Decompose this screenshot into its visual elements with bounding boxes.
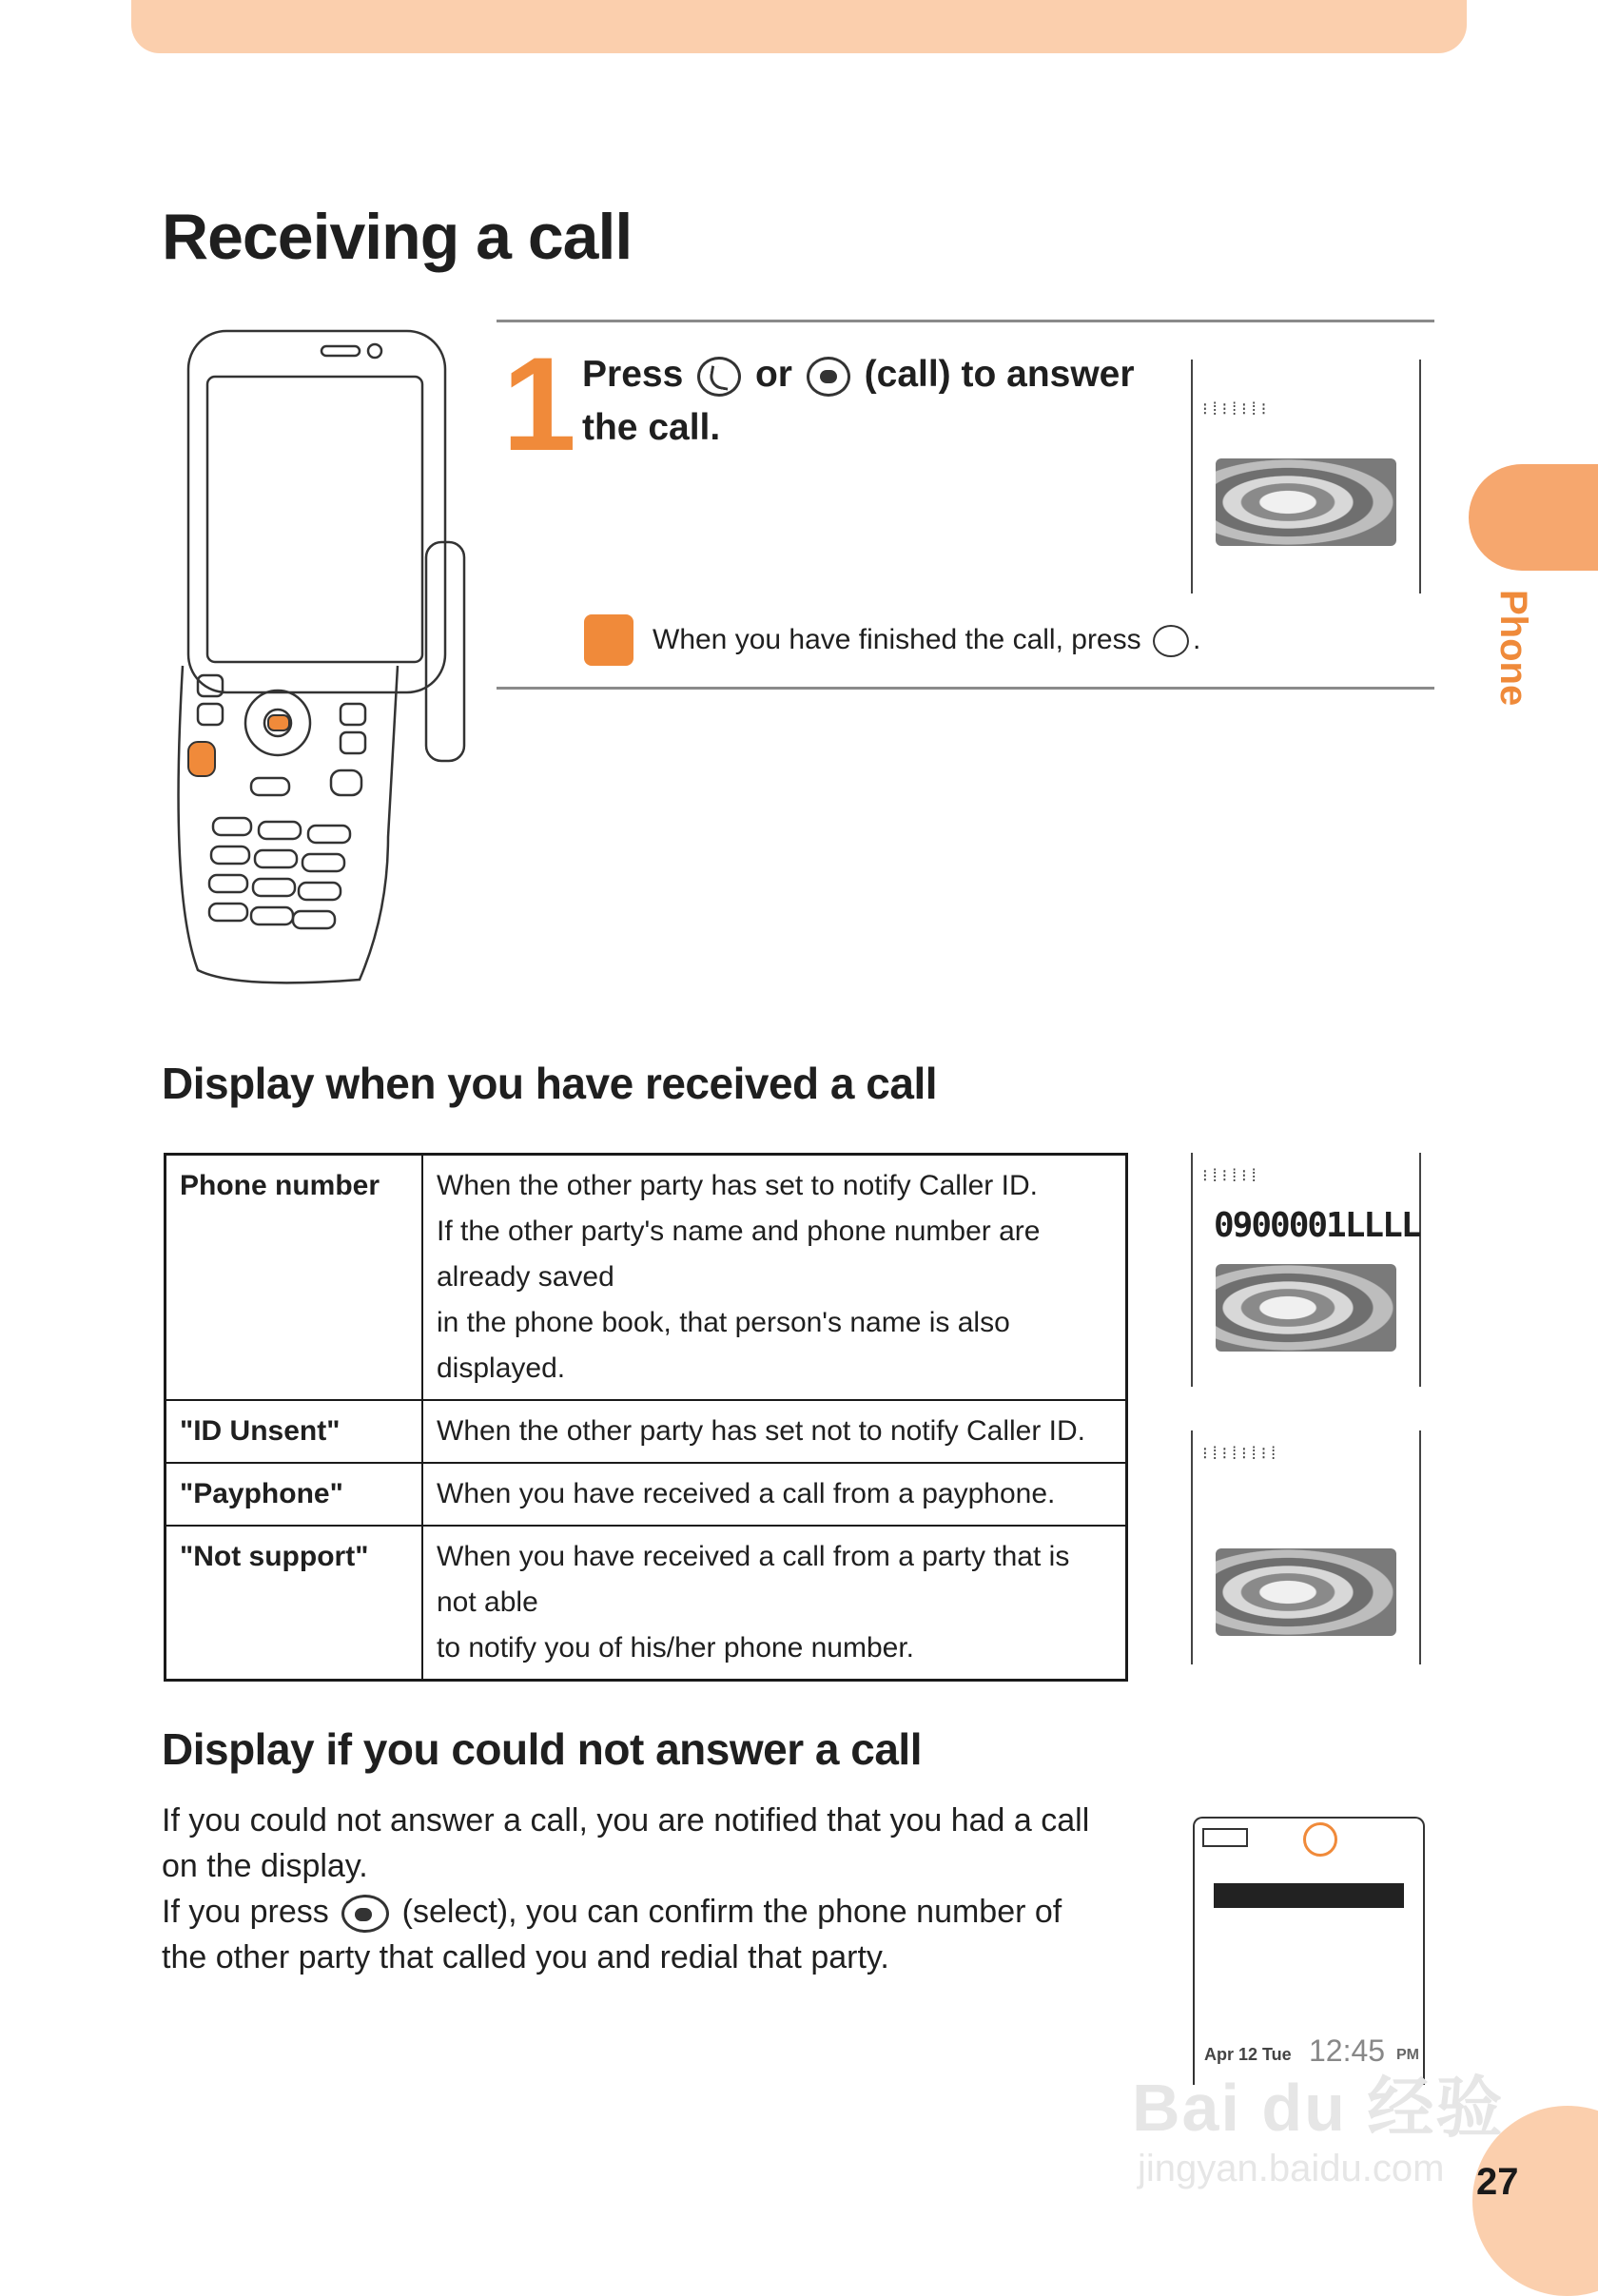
row-line: When the other party has set to notify Caller ID.: [437, 1170, 1038, 1201]
missed-line-2-end: (select), you can confirm the phone number of the other party that called you and redial that party.: [162, 1894, 1062, 1975]
screen-date: Apr 12 Tue: [1204, 2045, 1292, 2064]
row-key: "Payphone": [166, 1463, 423, 1526]
table-row: [166, 1526, 1127, 1681]
top-band: [131, 0, 1467, 53]
step-number: 1: [502, 329, 576, 478]
watermark-brand: Bai du 经验: [1132, 2071, 1505, 2145]
standby-screen: [1193, 1817, 1425, 2085]
page-title: Receiving a call: [162, 201, 633, 273]
row-key: "ID Unsent": [166, 1400, 423, 1463]
screen-clock: 12:45: [1309, 2033, 1386, 2068]
notification-bar: [1214, 1883, 1404, 1908]
missed-section-heading: Display if you could not answer a call: [162, 1724, 922, 1774]
side-tab-label: Phone: [1492, 590, 1534, 707]
call-animation-image: [1216, 1548, 1396, 1636]
row-line: If the other party's name and phone number are already saved: [437, 1216, 1041, 1293]
call-animation-image: [1216, 1264, 1396, 1352]
not-supported-screen: [1191, 1430, 1421, 1664]
center-select-key-icon: [807, 357, 850, 397]
step-text-after: (call) to answer the call.: [582, 354, 1135, 448]
table-row: [166, 1400, 1127, 1463]
screen-glyph-text: ⁝⁞⁝⁞⁝⁞: [1202, 1166, 1261, 1186]
missed-call-icon: [1303, 1822, 1337, 1857]
call-key-icon: [697, 357, 741, 397]
row-line: to notify you of his/her phone number.: [437, 1632, 914, 1664]
hand-pointer-icon: [584, 614, 633, 666]
row-key: "Not support": [166, 1526, 423, 1681]
row-description: [422, 1463, 1127, 1526]
screen-phone-number: 0900001LLLL: [1214, 1206, 1420, 1245]
caller-display-table: [164, 1153, 1128, 1682]
side-tab: [1469, 464, 1598, 571]
row-line: in the phone book, that person's name is also displayed.: [437, 1307, 1010, 1384]
caller-id-screen: [1191, 1153, 1421, 1387]
row-key: Phone number: [166, 1155, 423, 1401]
missed-line-2-start: If you press: [162, 1894, 329, 1930]
missed-line-1: If you could not answer a call, you are notified that you had a call on the display.: [162, 1802, 1090, 1884]
battery-icon: [1202, 1828, 1248, 1847]
missed-line-2: [162, 1889, 1113, 1980]
table-row: [166, 1463, 1127, 1526]
row-description: [422, 1155, 1127, 1401]
watermark-url: jingyan.baidu.com: [1138, 2148, 1445, 2189]
step-top-rule: [497, 320, 1434, 322]
row-description: [422, 1526, 1127, 1681]
center-select-key-icon: [341, 1895, 389, 1933]
screen-glyph-text: ⁝⁞⁝⁞⁝⁞⁝⁞: [1202, 1444, 1281, 1464]
note-text: When you have finished the call, press: [653, 624, 1141, 655]
step-bottom-rule: [497, 687, 1434, 690]
page-number: 27: [1476, 2161, 1519, 2203]
row-line: When you have received a call from a payphone.: [437, 1478, 1056, 1509]
step-text-or: or: [754, 354, 792, 395]
row-line: When the other party has set not to notify Caller ID.: [437, 1415, 1086, 1447]
incoming-call-screen: [1191, 360, 1421, 593]
screen-ampm: PM: [1396, 2047, 1419, 2063]
received-section-heading: Display when you have received a call: [162, 1059, 938, 1108]
call-animation-image: [1216, 458, 1396, 546]
row-line: When you have received a call from a party that is not able: [437, 1541, 1070, 1618]
row-description: [422, 1400, 1127, 1463]
phone-illustration: [160, 323, 483, 1008]
end-key-icon: [1153, 625, 1189, 657]
step-instruction: [582, 348, 1172, 455]
missed-call-description: [162, 1798, 1113, 1980]
step-text-press: Press: [582, 354, 684, 395]
table-row: [166, 1155, 1127, 1401]
note-period: .: [1192, 624, 1201, 655]
end-call-note: [653, 624, 1200, 657]
screen-glyph-text: ⁝⁞⁝⁞⁝⁞⁝: [1202, 399, 1269, 419]
